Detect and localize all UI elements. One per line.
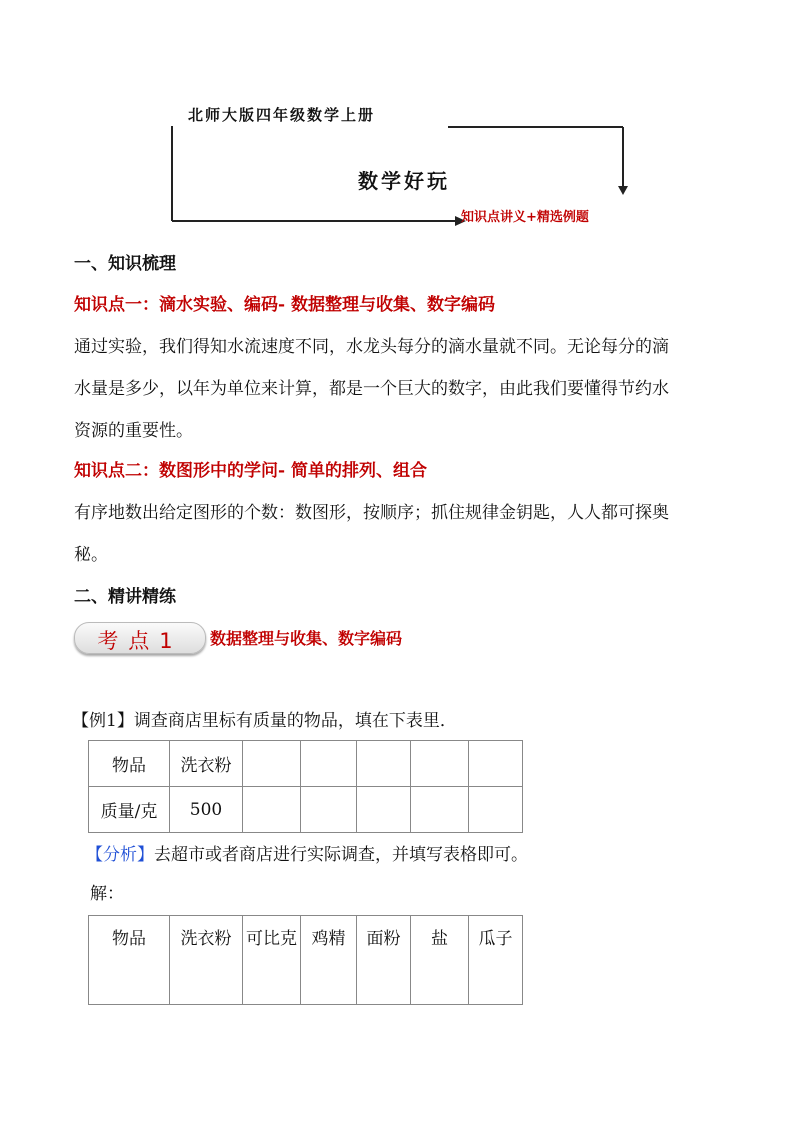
doc-title: 北师大版四年级数学上册 xyxy=(188,106,376,124)
table-cell: 鸡精 xyxy=(301,916,357,1005)
point2-title: 知识点二：数图形中的学问- 简单的排列、组合 xyxy=(74,461,427,481)
table-cell: 瓜子 xyxy=(469,916,523,1005)
table-cell xyxy=(243,741,301,787)
table-cell xyxy=(469,741,523,787)
section2-heading: 二、精讲精练 xyxy=(74,587,176,607)
table-cell: 面粉 xyxy=(357,916,411,1005)
table-cell xyxy=(357,741,411,787)
table-cell: 可比克 xyxy=(243,916,301,1005)
point2-line2: 秘。 xyxy=(74,545,108,565)
example-text: 调查商店里标有质量的物品，填在下表里． xyxy=(133,711,457,731)
table-row xyxy=(89,741,523,787)
table-cell: 物品 xyxy=(89,741,170,787)
survey-table xyxy=(88,740,523,833)
table-cell: 洗衣粉 xyxy=(170,741,243,787)
analysis-text: 去超市或者商店进行实际调查，并填写表格即可。 xyxy=(154,845,528,865)
table-cell: 物品 xyxy=(89,916,170,1005)
table-cell: 盐 xyxy=(411,916,469,1005)
table-cell xyxy=(301,741,357,787)
table-cell xyxy=(411,787,469,833)
table-row xyxy=(89,916,523,1005)
table-cell: 质量/克 xyxy=(89,787,170,833)
table-row xyxy=(89,787,523,833)
doc-subtitle: 知识点讲义+精选例题 xyxy=(461,210,589,225)
topic-badge-label: 考点1 xyxy=(97,629,183,653)
point2-line1: 有序地数出给定图形的个数：数图形，按顺序；抓住规律金钥匙，人人都可探奥 xyxy=(74,503,669,523)
topic-title: 数据整理与收集、数字编码 xyxy=(210,629,403,648)
table-cell xyxy=(469,787,523,833)
topic-badge xyxy=(74,622,206,654)
table-cell xyxy=(411,741,469,787)
analysis-tag: 【分析】 xyxy=(86,845,154,865)
doc-main-title: 数学好玩 xyxy=(358,169,450,193)
point1-line1: 通过实验，我们得知水流速度不同，水龙头每分的滴水量就不同。无论每分的滴 xyxy=(74,337,669,357)
header-bracket xyxy=(0,0,794,240)
table-cell: 洗衣粉 xyxy=(170,916,243,1005)
section1-heading: 一、知识梳理 xyxy=(74,254,176,274)
table-cell xyxy=(301,787,357,833)
table-cell xyxy=(243,787,301,833)
table-cell: 500 xyxy=(170,787,243,833)
point1-title: 知识点一：滴水实验、编码- 数据整理与收集、数字编码 xyxy=(74,295,495,315)
solution-table xyxy=(88,915,523,1005)
analysis xyxy=(86,834,528,876)
example-prompt xyxy=(72,700,457,742)
point1-line2: 水量是多少，以年为单位来计算，都是一个巨大的数字，由此我们要懂得节约水 xyxy=(74,379,669,399)
point1-line3: 资源的重要性。 xyxy=(74,421,193,441)
solution-label: 解： xyxy=(90,884,124,904)
example-tag: 【例1】 xyxy=(72,711,134,731)
table-cell xyxy=(357,787,411,833)
